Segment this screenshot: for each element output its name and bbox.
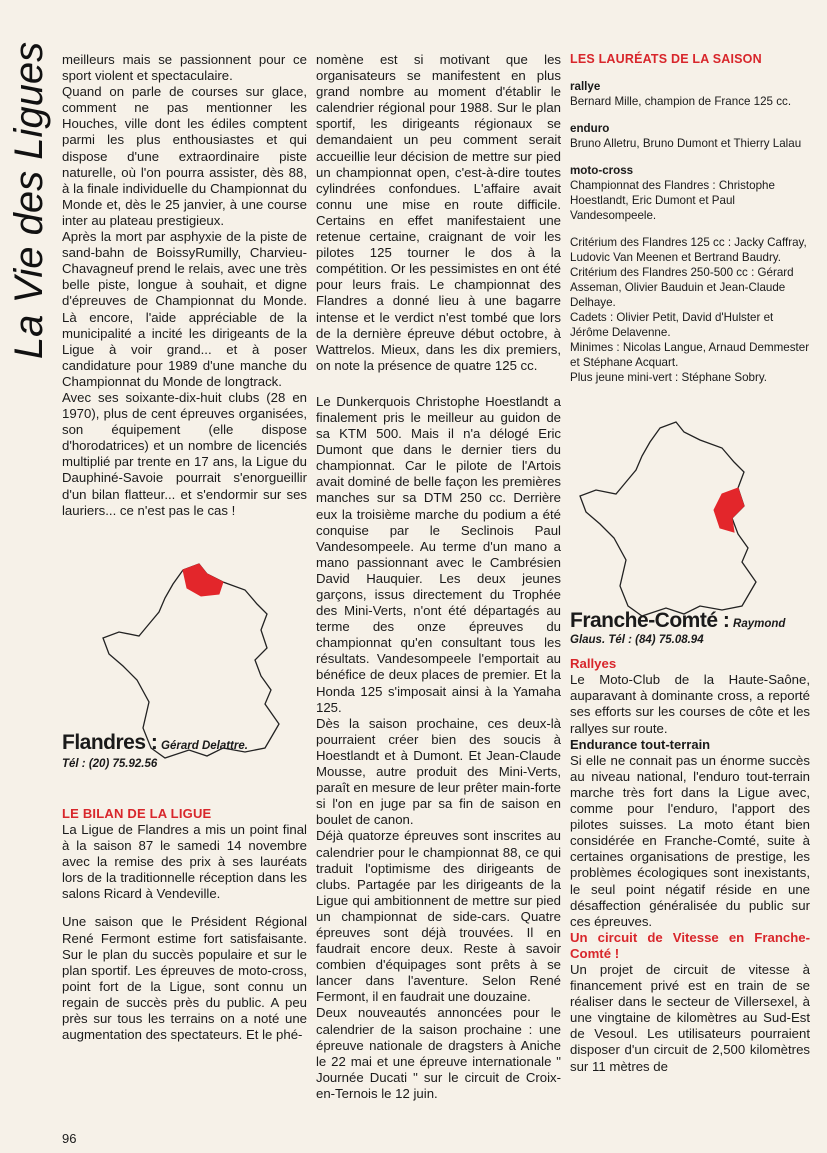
subheading: moto-cross [570, 164, 634, 177]
paragraph: Championnat des Flandres : Christophe Hoestlandt, Eric Dumont et Paul Vandesompeele. [570, 179, 775, 222]
paragraph: Critérium des Flandres 250-500 cc : Gérard Asseman, Olivier Bauduin et Jean-Claude Delhaye. [570, 266, 794, 309]
side-title-text: La Vie des Ligues [7, 41, 52, 359]
subheading: enduro [570, 122, 610, 135]
region-header-franche-comte: Franche-Comté : Raymond [570, 609, 786, 632]
paragraph: Une saison que le Président Régional René Fermont estime fort satisfaisante. Sur le plan du succès populaire et sur le plan sportif. Les épreuves de moto-cross, point fort de la Ligue, sont connu un regain de succès près du public. A peu près sur tous les terrains on a noté une augmentation des spectateurs. Et le phé- [62, 914, 307, 1043]
subheading: Endurance tout-terrain [570, 736, 711, 752]
paragraph: Quand on parle de courses sur glace, comment ne pas mentionner les Houches, ville dont les édiles comptent parmi les plus enthousiastes et qui dispose d'une extraordinaire piste naturelle, où l'on pourra assister, dès 88, à la finale individuelle du Championnat du Monde et, dès le 25 janvier, à une course inter au plateau prestigieux. [62, 84, 307, 228]
france-outline [103, 564, 279, 758]
paragraph: Minimes : Nicolas Langue, Arnaud Demmester et Stéphane Acquart. [570, 341, 810, 369]
subheading: Rallyes [570, 656, 617, 672]
paragraph: Un projet de circuit de vitesse à financement privé est en train de se réaliser dans le secteur de Villersexel, à une vingtaine de kilomètres au Sud-Est de Vesoul. Les utilisateurs pourraient disposer d'un circuit de 2,500 kilomètres sur 11 mètres de [570, 961, 810, 1074]
section-heading: LE BILAN DE LA LIGUE [62, 805, 212, 821]
paragraph: Bruno Alletru, Bruno Dumont et Thierry Lalau [570, 137, 802, 150]
paragraph: La Ligue de Flandres a mis un point final à la saison 87 le samedi 14 novembre avec la remise des prix à ses lauréats lors de la traditionnelle réception dans les salons Ricard à Vendeville. [62, 822, 307, 902]
paragraph: Bernard Mille, champion de France 125 cc. [570, 95, 792, 108]
region-tel-flandres: Tél : (20) 75.92.56 [62, 757, 158, 770]
paragraph: Deux nouveautés annoncées pour le calendrier de la saison prochaine : une épreuve nationale de dragsters à Aniche le 22 mai et une épreuve internationale " Journée Ducati " sur le circuit de Croix-en-Ternois le 12 juin. [316, 1005, 561, 1101]
subheading: rallye [570, 80, 601, 93]
paragraph: Le Moto-Club de la Haute-Saône, auparavant à dominante cross, a reporté ses efforts sur les courses de côte et les rallyes sur route. [570, 672, 810, 736]
paragraph: Le Dunkerquois Christophe Hoestlandt a finalement pris le meilleur au guidon de sa KTM 500. Mais il n'a délogé Eric Dumont que dans le dernier tiers du championnat. Car le pilote de l'Artois avait dominé de belle façon les premières manches sur sa DTM 250 cc. Derrière eux la troisième marche du podium a été conquise par le Seclinois Paul Vandesompeele. Au terme d'un mano a mano passionnant avec le Cambrésien David Hauquier. Les deux jeunes garçons, issus directement du Trophée des Mini-Verts, n'ont été départagés au terme des onze épreuves du championnat qu'en consultant tous les résultats. Vandesompeele l'emportait au bénéfice de deux places de premier. Et la Honda 125 s'imposait ainsi à la Yamaha 125. [316, 393, 561, 715]
paragraph: Déjà quatorze épreuves sont inscrites au calendrier pour le championnat 88, ce qui traduit l'optimisme des dirigeants de clubs. Partagée par les dirigeants de la Ligue qui ambitionnent de mettre sur pied un championnat de side-cars. Quatre épreuves sont déjà trouvées. Il en faudrait encore deux. Reste à savoir combien d'équipages sont prêts à se lancer dans l'aventure. Selon René Fermont, il en faudrait une douzaine. [316, 828, 561, 1005]
section-side-title [2, 40, 58, 360]
paragraph: meilleurs mais se passionnent pour ce sport violent et spectaculaire. [62, 52, 307, 84]
page-number: 96 [62, 1131, 77, 1146]
region-header-flandres: Flandres : Gérard Delattre. [62, 730, 248, 754]
paragraph: Après la mort par asphyxie de la piste de sand-bahn de BoissyRumilly, Charvieu-Chavagneuf prend le relais, avec une très belle piste, longue à souhait, et digne d'épreuves de Championnat du Monde. Là encore, l'aide appréciable de la municipalité a incité les dirigeants de la Ligue à voir grand... et à poser candidature pour 1989 d'une manche du Championnat du Monde de longtrack. [62, 229, 307, 389]
france-map-franche-comte [572, 410, 787, 630]
france-map-flandres [95, 552, 310, 772]
paragraph: nomène est si motivant que les organisateurs se manifestent en plus grand nombre au moment d'établir le calendrier régional pour 1988. Sur le plan sportif, les dirigeants régionaux se demandaient un peu comment serait accueillie leur décision de mettre sur pied un championnat open, c'est-à-dire toutes cylindrées confondues. L'affaire avait connu une mise en route difficile. Certains en effet manifestaient une retenue certaine, craignant de voir les pilotes 125 tourner le dos à la compétition. Or les pessimistes en ont été pour leurs frais. Le championnat des Flandres a donné lieu à une bagarre intense et le verdict n'est tombé que lors de la dernière épreuve début octobre, à Wattrelos. Mieux, dans les dix premiers, on note la présence de quatre 125 cc. [316, 52, 561, 373]
subheading: Un circuit de Vitesse en Franche-Comté ! [570, 929, 810, 961]
column-1 [62, 52, 307, 1043]
flandres-region [183, 564, 223, 596]
franche-comte-region [714, 488, 744, 532]
paragraph: Critérium des Flandres 125 cc : Jacky Caffray, Ludovic Van Meenen et Bertrand Baudry. [570, 236, 807, 264]
paragraph: Cadets : Olivier Petit, David d'Hulster et Jérôme Delavenne. [570, 311, 774, 339]
paragraph: Plus jeune mini-vert : Stéphane Sobry. [570, 371, 767, 384]
laureats-heading: LES LAURÉATS DE LA SAISON [570, 52, 762, 66]
region-tel-franche-comte: Glaus. Tél : (84) 75.08.94 [570, 634, 704, 647]
paragraph: Si elle ne connait pas un énorme succès au niveau national, l'enduro tout-terrain marche très fort dans la Ligue avec, comme pour l'enduro, l'apport des pilotes suisses. La moto étant bien considérée en Franche-Comté, suite à certaines organisations de prestige, les problèmes écologiques sont inexistants, le seul point négatif réside en une désaffection généralisée du public sur ces épreuves. [570, 752, 810, 929]
paragraph: Dès la saison prochaine, ces deux-là pourraient créer bien des soucis à Hoestlandt et à Dumont. Et Jean-Claude Mousse, autre produit des Mini-Verts, paraît en mesure de leur prêter main-forte si l'on en juge par sa fin de saison en boulet de canon. [316, 715, 561, 828]
paragraph: Avec ses soixante-dix-huit clubs (28 en 1970), plus de cent épreuves organisées, son équipement (elle dispose d'horodatrices) et un nombre de licenciés multiplié par trente en 17 ans, la Ligue du Dauphiné-Savoie pourrait s'enorgueillir d'un bilan flatteur... et s'endormir sur ses lauriers... ce n'est pas le cas ! [62, 389, 307, 518]
column-2 [316, 52, 561, 1102]
